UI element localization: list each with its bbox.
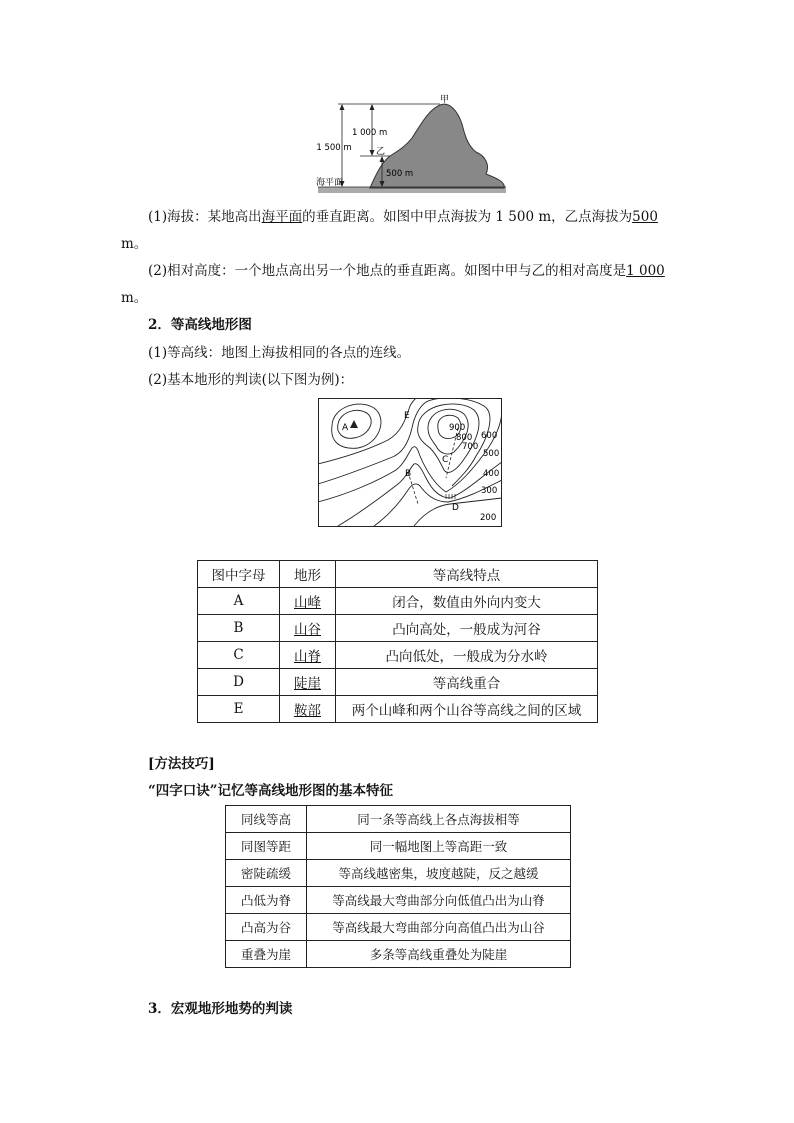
table-row (226, 806, 571, 833)
contour-value-800: 800 (456, 433, 473, 443)
cell-letter: B (198, 615, 280, 642)
table-row (198, 696, 598, 723)
header-feature: 等高线特点 (336, 561, 598, 588)
table-row (226, 860, 571, 887)
cell-desc: 同一幅地图上等高距一致 (307, 833, 571, 860)
cell-desc: 同一条等高线上各点海拔相等 (307, 806, 571, 833)
cell-key: 凸低为脊 (226, 887, 307, 914)
map-letter-b: B (405, 469, 412, 479)
paragraph-terrain-reading: (2)基本地形的判读(以下图为例)： (148, 372, 354, 388)
cell-feature: 凸向低处，一般成为分水岭 (336, 642, 598, 669)
contour-value-200: 200 (480, 513, 497, 523)
header-letter: 图中字母 (198, 561, 280, 588)
cell-feature: 凸向高处，一般成为河谷 (336, 615, 598, 642)
map-letter-a: A (342, 423, 349, 433)
cell-key: 同线等高 (226, 806, 307, 833)
cell-terrain: 山脊 (280, 642, 336, 669)
mnemonic-table (225, 805, 571, 968)
cell-feature: 闭合，数值由外向内变大 (336, 588, 598, 615)
paragraph-contour-definition: (1)等高线：地图上海拔相同的各点的连线。 (148, 345, 411, 361)
paragraph-relative-height: (2)相对高度：一个地点高出另一个地点的垂直距离。如图中甲与乙的相对高度是1 000 (148, 263, 665, 279)
height-500-label: 500 m (386, 169, 414, 179)
contour-value-400: 400 (483, 469, 500, 479)
map-letter-e: E (404, 411, 410, 421)
height-1000-label: 1 000 m (352, 128, 388, 138)
contour-value-300: 300 (481, 486, 498, 496)
cell-letter: C (198, 642, 280, 669)
paragraph-altitude-end: m。 (121, 236, 148, 252)
contour-value-900: 900 (449, 423, 466, 433)
method-subtitle: “四字口诀”记忆等高线地形图的基本特征 (148, 783, 394, 799)
cell-feature: 等高线重合 (336, 669, 598, 696)
header-terrain: 地形 (280, 561, 336, 588)
contour-value-500: 500 (483, 449, 500, 459)
table-row (198, 588, 598, 615)
section-2-title: 2．等高线地形图 (148, 317, 252, 333)
cell-key: 凸高为谷 (226, 914, 307, 941)
cell-terrain: 山谷 (280, 615, 336, 642)
contour-map (318, 398, 502, 527)
cell-letter: A (198, 588, 280, 615)
paragraph-relative-height-end: m。 (121, 290, 148, 306)
map-letter-c: C (442, 455, 449, 465)
map-letter-d: D (452, 503, 459, 513)
cell-letter: E (198, 696, 280, 723)
contour-value-600: 600 (481, 431, 498, 441)
method-title: [方法技巧] (148, 756, 215, 772)
table-header-row (198, 561, 598, 588)
cell-desc: 多条等高线重叠处为陡崖 (307, 941, 571, 968)
cell-key: 密陡疏缓 (226, 860, 307, 887)
cell-desc: 等高线越密集，坡度越陡，反之越缓 (307, 860, 571, 887)
cell-feature: 两个山峰和两个山谷等高线之间的区域 (336, 696, 598, 723)
paragraph-altitude: (1)海拔：某地高出海平面的垂直距离。如图中甲点海拔为 1 500 m，乙点海拔为500 (148, 209, 658, 225)
contour-value-700: 700 (462, 442, 479, 452)
cell-key: 重叠为崖 (226, 941, 307, 968)
table-row (226, 914, 571, 941)
table-row (198, 642, 598, 669)
altitude-figure (300, 92, 515, 194)
table-row (226, 941, 571, 968)
section-3-title: 3．宏观地形地势的判读 (148, 1001, 293, 1017)
cell-terrain: 鞍部 (280, 696, 336, 723)
table-row (198, 615, 598, 642)
terrain-table (197, 560, 598, 723)
point-label: 乙 (376, 147, 386, 157)
cell-desc: 等高线最大弯曲部分向低值凸出为山脊 (307, 887, 571, 914)
height-1500-label: 1 500 m (316, 143, 352, 153)
table-row (226, 833, 571, 860)
table-row (198, 669, 598, 696)
cell-key: 同图等距 (226, 833, 307, 860)
sea-level-label: 海平面 (316, 178, 344, 188)
cell-letter: D (198, 669, 280, 696)
cell-desc: 等高线最大弯曲部分向高值凸出为山谷 (307, 914, 571, 941)
table-row (226, 887, 571, 914)
peak-label: 甲 (440, 95, 450, 105)
cell-terrain: 山峰 (280, 588, 336, 615)
cell-terrain: 陡崖 (280, 669, 336, 696)
